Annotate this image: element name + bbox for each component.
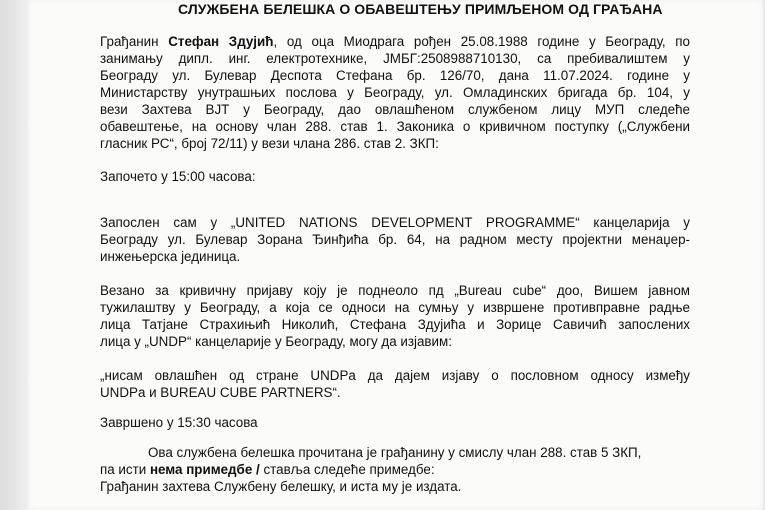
intro-line-3: Београду ул. Булевар Деспота Стефана бр. 126/70, дана 11.07.2024. године у [100,68,690,83]
complaint-line-1: Везано за кривичну пријаву коју је поднеоло пд „Bureau cube“ доо, Вишем јавном [100,283,690,298]
intro-line-5: вези Захтева ВЈТ у Београду, дао овлашћеном службеном лицу МУП следеће [100,102,690,117]
statement-line-1: „нисам овлашћен од стране UNDPa да дајем изјаву о пословном односу између [100,368,690,383]
statement-line-2: UNDPa и BUREAU CUBE PARTNERS“. [100,385,341,400]
page-edge-shadow [0,0,28,510]
intro-line-6: обавештење, на основу члан 288. став 1. Законика о кривичном поступку („Службени [100,119,690,134]
no-objections: нема примедбе / [149,462,260,477]
closing-line-1: Ова службена белешка прочитана је грађанину у смислу члан 288. став 5 ЗКП, [148,445,642,460]
complaint-line-2: тужилаштву у Београду, а која се односи на сумњу у извршене противправне радње [100,300,690,315]
employment-line-1: Запослен сам у „UNITED NATIONS DEVELOPMENT PROGRAMME“ канцеларија у [100,215,690,230]
intro-line-4: Министарству унутрашњих послова у Београду, ул. Омладинских бригада бр. 104, у [100,85,690,100]
employment-line-2: Београду ул. Булевар Зорана Ђинђића бр. 64, на радном месту пројектни менаџер- [100,232,690,247]
complaint-line-3: лица Татјане Страхињић Николић, Стефана Здујића и Зорице Савичић запослених [100,317,690,332]
document-page [28,0,763,510]
end-time: Завршено у 15:30 часова [100,415,258,430]
document-title: СЛУЖБЕНА БЕЛЕШКА О ОБАВЕШТЕЊУ ПРИМЉЕНОМ ОД ГРАЂАНА [178,1,663,17]
closing-line-2: па исти нема примедбе / ставља следеће примедбе: [100,462,435,477]
employment-line-3: инжењерска јединица. [100,249,241,264]
closing-line-3: Грађанин захтева Службену белешку, и иста му је издата. [100,479,462,494]
intro-line-2: занимању дипл. инг. електротехнике, ЈМБГ:2508988710130, са пребивалиштем у [100,51,690,66]
intro-line-1: Грађанин Стефан Здујић, од оца Миодрага рођен 25.08.1988 године у Београду, по [100,34,691,49]
citizen-name: Стефан Здујић [168,34,274,49]
complaint-line-4: лица у „UNDP“ канцеларије у Београду, могу да изјавим: [100,334,452,349]
start-time: Започето у 15:00 часова: [100,169,256,184]
intro-line-7: гласник РС“, број 72/11) у вези члана 286. став 2. ЗКП: [100,136,439,151]
